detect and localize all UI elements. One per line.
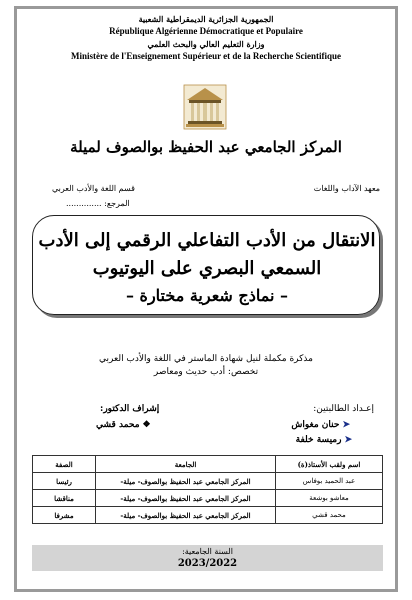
header-name: اسم ولقب الأستاذ(ة): [276, 456, 383, 473]
memo-description: مذكرة مكملة لنيل شهادة الماستر في اللغة والأدب العربي: [99, 354, 313, 364]
thesis-title-line2: السمعي البصري على اليوتيوب: [92, 258, 322, 279]
student-name: ➤رميسة خلفة: [295, 435, 352, 445]
university-building-icon: [183, 84, 227, 130]
jury-member-name: عبد الحميد بوفاس: [276, 473, 383, 490]
university-center-name: المركز الجامعي عبد الحفيظ بوالصوف لميلة: [70, 138, 342, 156]
table-row: [33, 490, 383, 507]
diamond-bullet-icon: ❖: [142, 420, 151, 430]
jury-member-name: معاشو بوشعة: [276, 490, 383, 507]
jury-member-university: المركز الجامعي عبد الحفيظ بوالصوف- ميلة-: [96, 473, 276, 490]
republic-french: République Algérienne Démocratique et Populaire: [109, 26, 303, 36]
jury-member-role: مشرفا: [33, 507, 96, 524]
supervisor-heading: إشراف الدكتور:: [100, 404, 160, 414]
arrow-bullet-icon: ➤: [342, 420, 350, 430]
reference-field: المرجع: ..............: [66, 199, 130, 208]
supervisor-name: ❖محمد قشي: [96, 420, 151, 430]
arrow-bullet-icon: ➤: [344, 435, 352, 445]
header-role: الصفة: [33, 456, 96, 473]
ministry-arabic: وزارة التعليم العالي والبحث العلمي: [147, 39, 265, 49]
department-name: قسم اللغة والأدب العربي: [52, 184, 135, 193]
thesis-title-line3: – نماذج شعرية مختارة –: [125, 286, 288, 305]
specialty: تخصص: أدب حديث ومعاصر: [153, 367, 259, 377]
academic-year-bar: [32, 545, 383, 571]
table-row: [33, 473, 383, 490]
academic-year-label: السنة الجامعية:: [182, 547, 233, 556]
academic-year-value: 2023/2022: [177, 558, 238, 569]
republic-arabic: الجمهورية الجزائرية الديمقراطية الشعبية: [138, 14, 274, 24]
thesis-title-box: [32, 215, 380, 315]
institute-name: معهد الآداب واللغات: [313, 184, 380, 193]
jury-member-role: رئيسا: [33, 473, 96, 490]
header-university: الجامعة: [96, 456, 276, 473]
table-row: [33, 507, 383, 524]
thesis-title-line1: الانتقال من الأدب التفاعلي الرقمي إلى الأدب: [38, 230, 376, 251]
jury-member-name: محمد قشي: [276, 507, 383, 524]
jury-member-role: مناقشا: [33, 490, 96, 507]
ministry-french: Ministère de l'Enseignement Supérieur et de la Recherche Scientifique: [71, 51, 341, 61]
jury-table: [32, 455, 383, 524]
jury-table-header: [33, 456, 383, 473]
students-heading: إعـداد الطالبتين:: [313, 404, 374, 414]
student-name: ➤حنان مغواش: [291, 420, 350, 430]
jury-member-university: المركز الجامعي عبد الحفيظ بوالصوف- ميلة-: [96, 507, 276, 524]
jury-member-university: المركز الجامعي عبد الحفيظ بوالصوف- ميلة-: [96, 490, 276, 507]
